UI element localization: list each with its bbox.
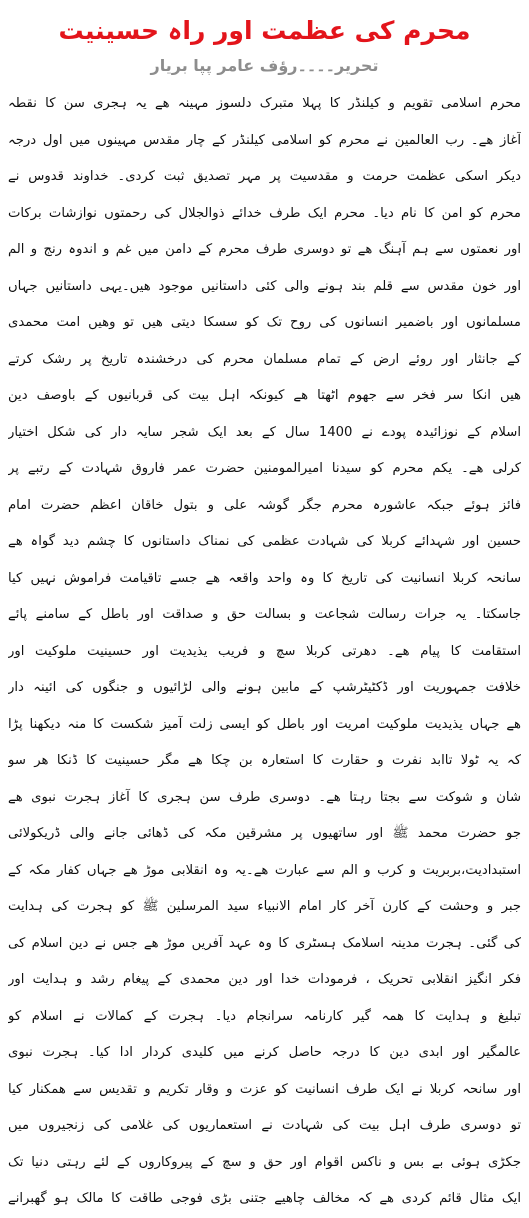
article-line: جکڑی ہوئی بے بس و ناکس اقوام اور حق و سچ کے پیروکاروں کے لئے رہتی دنیا تک [8,1154,521,1170]
article-line: کی گئی۔ ہجرت مدینہ اسلامک ہسٹری کا وہ عہد آفریں موڑ ھے جس نے دین اسلام کی [8,935,521,951]
article-line: ایک مثال قائم کردی ھے کہ مخالف چاھیے جتنی بڑی فوجی طاقت کا مالک ہو گھبرانے [8,1191,521,1206]
article-line: آغاز ھے۔ رب العالمین نے محرم کو اسلامی کیلنڈر کے چار مقدس مہینوں میں اول درجہ [8,132,521,148]
article-line: دیکر اسکی عظمت حرمت و مقدسیت پر مہر تصدیق ثبت کردی۔ خداوند قدوس نے [8,169,521,184]
article-title: محرم کی عظمت اور راہ حسینیت [58,16,471,45]
article-line: خلافت جمہوریت اور ڈکٹیٹرشپ کے مابین ہونے والی لڑائیوں و جنگوں کی ائینہ دار [8,680,521,695]
article-line: سانحہ کربلا انسانیت کی تاریخ کا وہ واحد واقعہ ھے جسے تاقیامت فراموش نہیں کیا [8,570,521,586]
article-line: جاسکتا۔ یہ جرات رسالت شجاعت و بسالت حق و صداقت اور باطل کے سامنے پائے [8,607,521,622]
article-line: فکر انگیز انقلابی تحریک ، فرمودات خدا اور دین محمدی کے پیغام رشد و ہدایت اور [8,972,521,987]
article-line: اور نعمتوں سے ہم آہنگ ھے تو دوسری طرف محرم کے دامن میں غم و اندوہ رنج و الم [8,242,521,257]
article-line: محرم کو امن کا نام دیا۔ محرم ایک طرف خدائے ذوالجلال کی رحمتوں نوازشات برکات [8,205,521,221]
article-line: اور خون مقدس سے قلم بند ہونے والی کئی داستانیں موجود ھیں۔یہی داستانیں جہاں [8,278,521,294]
article-line: فائز ہوئے جبکہ عاشورہ محرم جگر گوشہ علی و بتول خاقان اعظم حضرت امام [8,497,521,513]
article-line: ھے جہاں یذیدیت ملوکیت امریت اور باطل کو ایسی زلت آمیز شکست کا منہ دیکھنا پڑا [8,716,521,732]
article-line: کہ یہ ٹولا تاابد نفرت و حقارت کا استعارہ بن چکا ھے مگر حسینیت کا ڈنکا ھر سو [8,753,521,768]
article-line: محرم اسلامی تقویم و کیلنڈر کا پہلا متبرک دلسوز مہینہ ھے یہ ہجری سن کا نقطہ [8,96,521,111]
article-line: تبلیغ و ہدایت کا ھمہ گیر کارنامہ سرانجام دیا۔ ہجرت کے کمالات نے اسلام کو [8,1008,521,1024]
article-author: تحریر۔۔۔۔رؤف عامر پپا بریار [150,56,379,75]
article-line: شان و شوکت سے بجتا رہتا ھے۔ دوسری طرف سن ہجری کا آغاز ہجرت نبوی ھے [8,789,521,805]
article-line: تو دوسری طرف اہل بیت کی شہادت نے استعماریوں کی غلامی کی زنجیروں میں [8,1118,521,1133]
article-line: جو حضرت محمد ﷺ اور ساتھیوں پر مشرقین مکہ کی ڈھائی جانے والی ڈریکولائی [8,826,521,841]
article-body [8,86,521,1218]
article-line: حسین اور شہدائے کربلا کی شہادت عظمی کی نمناک داستانوں کا چشم دید گواہ ھے [8,534,521,549]
article-line: کے جانثار اور روئے ارض کے تمام مسلمان محرم کی درخشندہ تاریخ پر رشک کرتے [8,351,521,367]
article-line: کرلی ھے۔ یکم محرم کو سیدنا امیرالمومنین حضرت عمر فاروق شہادت کے رتبے پر [8,461,521,476]
article-line: اور سانحہ کربلا نے ایک طرف انسانیت کو عزت و وقار تکریم و تقدیس سے ھمکنار کیا [8,1081,521,1097]
article-line: جبر و وحشت کے کارن آخر کار امام الانبیاء سید المرسلین ﷺ کو ہجرت کی ہدایت [8,899,521,914]
article-line: ھیں انکا سر فخر سے جھوم اٹھتا ھے کیونکہ اہل بیت کی قربانیوں کے باوصف دین [8,388,521,403]
article-line: اسلام کے نوزائیدہ پودے نے 1400 سال کے بعد ایک شجر سایہ دار کی شکل اختیار [8,424,521,440]
article-line: عالمگیر اور ابدی دین کا درجہ حاصل کرنے میں کلیدی کردار ادا کیا۔ ہجرت نبوی [8,1045,521,1060]
article-line: مسلمانوں اور باضمیر انسانوں کی روح تک کو سسکا دیتی ھیں تو وھیں امت محمدی [8,315,521,330]
article-line: استبدادیت،بربریت و کرب و الم سے عبارت ھے۔یہ وہ انقلابی موڑ ھے جہاں کفار مکہ کے [8,862,521,878]
article-line: استقامت کا پیام ھے۔ دھرتی کربلا سچ و فریب یذیدیت اور حسینیت ملوکیت اور [8,643,521,659]
